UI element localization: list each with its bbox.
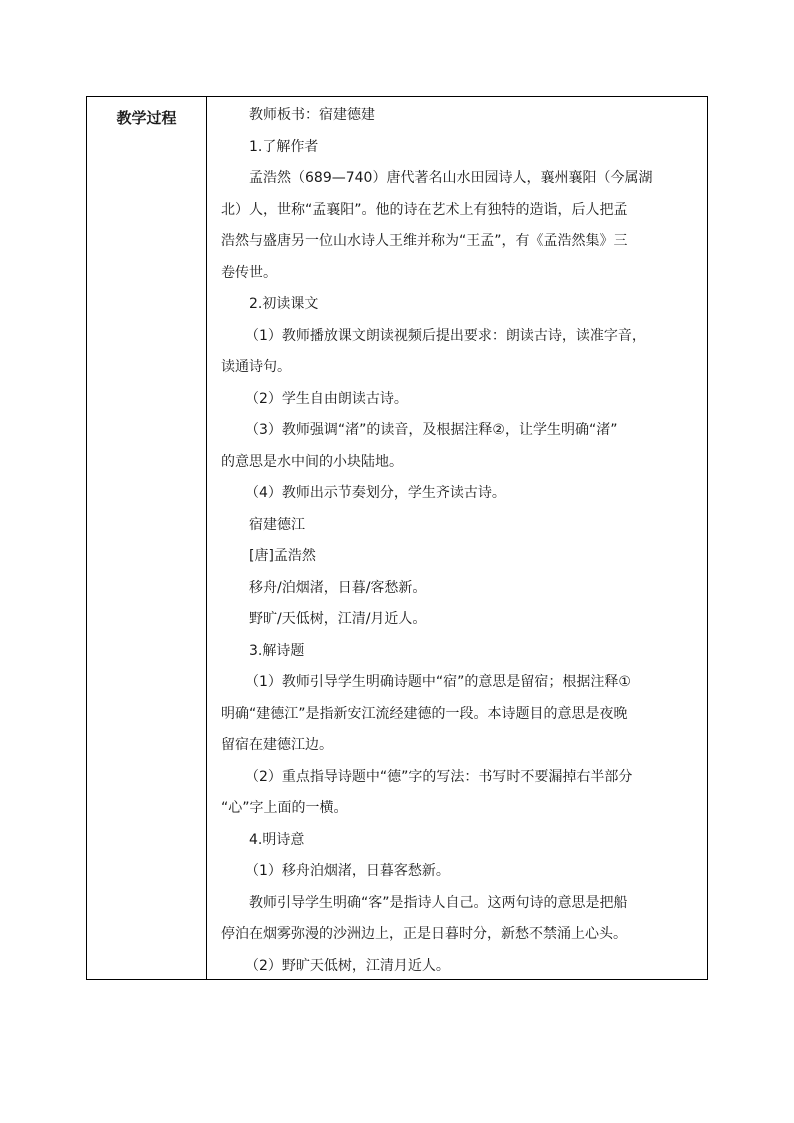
table-label-cell <box>87 97 207 979</box>
text-line: （1）教师引导学生明确诗题中“宿”的意思是留宿；根据注释① <box>245 674 631 690</box>
text-line: 4.明诗意 <box>249 831 305 848</box>
text-line: 教师板书：宿建德建 <box>249 107 375 123</box>
text-line: （2）野旷天低树，江清月近人。 <box>245 957 450 974</box>
text-line: 1.了解作者 <box>249 138 319 155</box>
text-line: 3.解诗题 <box>249 642 305 659</box>
text-line: （2）重点指导诗题中“德”字的写法：书写时不要漏掉右半部分 <box>245 768 633 785</box>
text-line: （4）教师出示节奏划分，学生齐读古诗。 <box>245 485 506 501</box>
text-line: 读通诗句。 <box>221 359 291 375</box>
text-line: （1）教师播放课文朗读视频后提出要求：朗读古诗，读准字音， <box>245 327 646 344</box>
text-line: 留宿在建德江边。 <box>221 737 333 753</box>
text-line: 宿建德江 <box>249 516 305 533</box>
text-line: （2）学生自由朗读古诗。 <box>245 390 408 407</box>
table-content-cell <box>207 97 707 979</box>
text-line: 2.初读课文 <box>249 296 319 312</box>
text-line: 浩然与盛唐另一位山水诗人王维并称为“王孟”，有《孟浩然集》三 <box>221 233 628 249</box>
text-line: 明确“建德江”是指新安江流经建德的一段。本诗题目的意思是夜晚 <box>221 705 628 722</box>
text-line: （3）教师强调“渚”的读音，及根据注释②，让学生明确“渚” <box>245 422 618 438</box>
text-line: 教师引导学生明确“客”是指诗人自己。这两句诗的意思是把船 <box>249 894 628 911</box>
text-line: 北）人，世称“孟襄阳”。他的诗在艺术上有独特的造诣，后人把孟 <box>221 201 628 218</box>
lesson-table <box>86 96 708 980</box>
text-line: 孟浩然（689—740）唐代著名山水田园诗人，襄州襄阳（今属湖 <box>249 170 653 186</box>
text-line: 的意思是水中间的小块陆地。 <box>221 453 403 470</box>
text-line: 野旷/天低树，江清/月近人。 <box>249 611 427 627</box>
text-line: 移舟/泊烟渚，日暮/客愁新。 <box>249 579 427 596</box>
text-line: “心”字上面的一横。 <box>221 800 348 816</box>
text-line: [唐]孟浩然 <box>249 548 316 564</box>
text-line: 停泊在烟雾弥漫的沙洲边上，正是日暮时分，新愁不禁涌上心头。 <box>221 926 627 942</box>
section-label: 教学过程 <box>116 109 177 127</box>
text-line: （1）移舟泊烟渚，日暮客愁新。 <box>245 863 450 879</box>
text-line: 卷传世。 <box>221 264 277 281</box>
